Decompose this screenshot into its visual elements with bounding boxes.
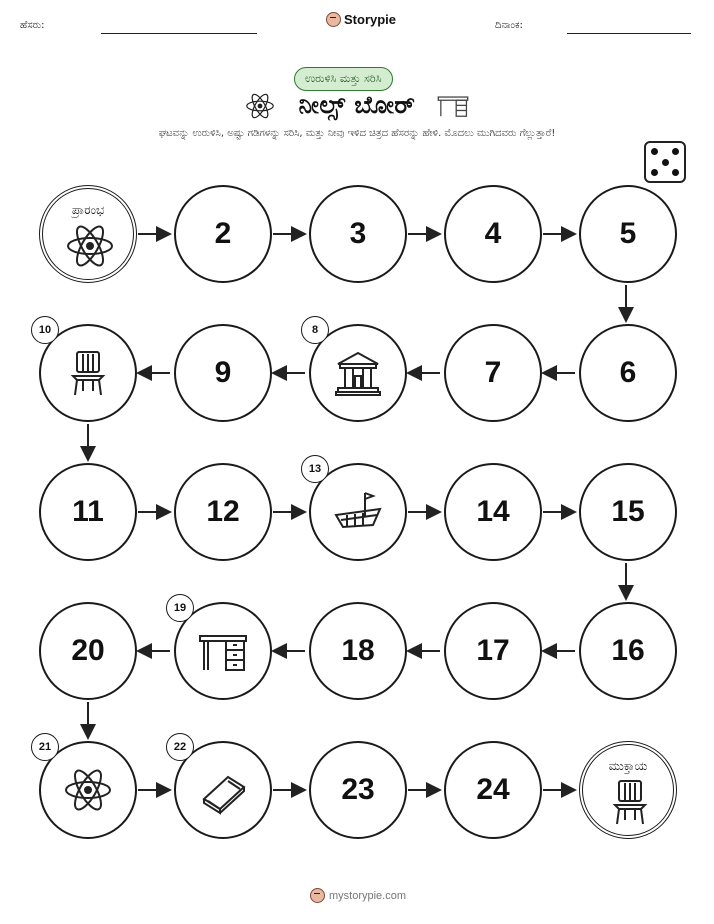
book-icon: [198, 765, 248, 815]
brand-name: Storypie: [344, 12, 397, 27]
chair-icon: [63, 348, 113, 398]
footer-site[interactable]: mystorypie.com: [329, 889, 407, 902]
chair-icon: [605, 777, 655, 827]
cell-number: 4: [484, 217, 502, 250]
board-cell-6[interactable]: [579, 324, 677, 422]
cell-number: 5: [619, 217, 637, 250]
category-pill: ಉರುಳಿಸಿ ಮತ್ತು ಸರಿಸಿ: [294, 67, 393, 91]
board-cell-24[interactable]: [444, 741, 542, 839]
cell-badge: 21: [31, 733, 59, 761]
instructions: ಘಟವನ್ನು ಉರುಳಿಸಿ, ಅಷ್ಟು ಗಡಿಗಳನ್ನು ಸರಿಸಿ, ಮತ್ತು ನೀವು ಇಳಿದ ಚಿತ್ರದ ಹೆಸರನ್ನು ಹೇಳಿ. ಮೊದಲು ಮುಗಿದವರು ಗೆಲ್ಲುತ್ತಾರೆ!: [158, 128, 556, 139]
cell-number: 6: [619, 356, 637, 389]
cell-number: 18: [341, 634, 375, 667]
name-label: ಹೆಸರು:: [20, 20, 45, 31]
cell-number: 24: [476, 773, 510, 806]
start-cell[interactable]: [39, 185, 137, 283]
board-cell-23[interactable]: [309, 741, 407, 839]
board-cell-20[interactable]: [39, 602, 137, 700]
board-cell-14[interactable]: [444, 463, 542, 561]
board-cell-2[interactable]: [174, 185, 272, 283]
finish-label: ಮುಕ್ತಾಯ: [608, 759, 648, 773]
footer: [310, 888, 406, 903]
cell-number: 2: [214, 217, 232, 250]
board-cell-19[interactable]: [174, 602, 272, 700]
board-cell-12[interactable]: [174, 463, 272, 561]
cell-number: 15: [611, 495, 645, 528]
board-cell-16[interactable]: [579, 602, 677, 700]
board-cell-17[interactable]: [444, 602, 542, 700]
cell-number: 16: [611, 634, 645, 667]
board-cell-21[interactable]: [39, 741, 137, 839]
cell-number: 23: [341, 773, 375, 806]
board-cell-22[interactable]: [174, 741, 272, 839]
cell-number: 20: [71, 634, 105, 667]
atom-icon: [63, 765, 113, 815]
board-cell-13[interactable]: [309, 463, 407, 561]
board-cell-9[interactable]: [174, 324, 272, 422]
board-cell-15[interactable]: [579, 463, 677, 561]
cell-badge: 19: [166, 594, 194, 622]
cell-number: 12: [206, 495, 240, 528]
finish-cell[interactable]: [579, 741, 677, 839]
cell-number: 17: [476, 634, 510, 667]
board-cell-4[interactable]: [444, 185, 542, 283]
boat-icon: [333, 487, 383, 537]
cell-badge: 13: [301, 455, 329, 483]
board-cell-11[interactable]: [39, 463, 137, 561]
cell-badge: 22: [166, 733, 194, 761]
building-icon: [333, 348, 383, 398]
board-cell-8[interactable]: [309, 324, 407, 422]
start-label: ಪ್ರಾರಂಭ: [71, 203, 105, 217]
desk-icon: [198, 626, 248, 676]
atom-icon: [65, 221, 115, 271]
board-cell-18[interactable]: [309, 602, 407, 700]
board-cell-5[interactable]: [579, 185, 677, 283]
mascot-icon: [310, 888, 325, 903]
date-label: ದಿನಾಂಕ:: [495, 20, 523, 31]
cell-number: 3: [349, 217, 367, 250]
page-title: ನೀಲ್ಸ್ ಬೋರ್: [298, 91, 416, 119]
board-cell-7[interactable]: [444, 324, 542, 422]
cell-number: 7: [484, 356, 502, 389]
cell-number: 14: [476, 495, 510, 528]
board-cell-3[interactable]: [309, 185, 407, 283]
cell-badge: 10: [31, 316, 59, 344]
cell-number: 11: [72, 495, 104, 528]
cell-number: 9: [214, 356, 232, 389]
cell-badge: 8: [301, 316, 329, 344]
board-cell-10[interactable]: [39, 324, 137, 422]
